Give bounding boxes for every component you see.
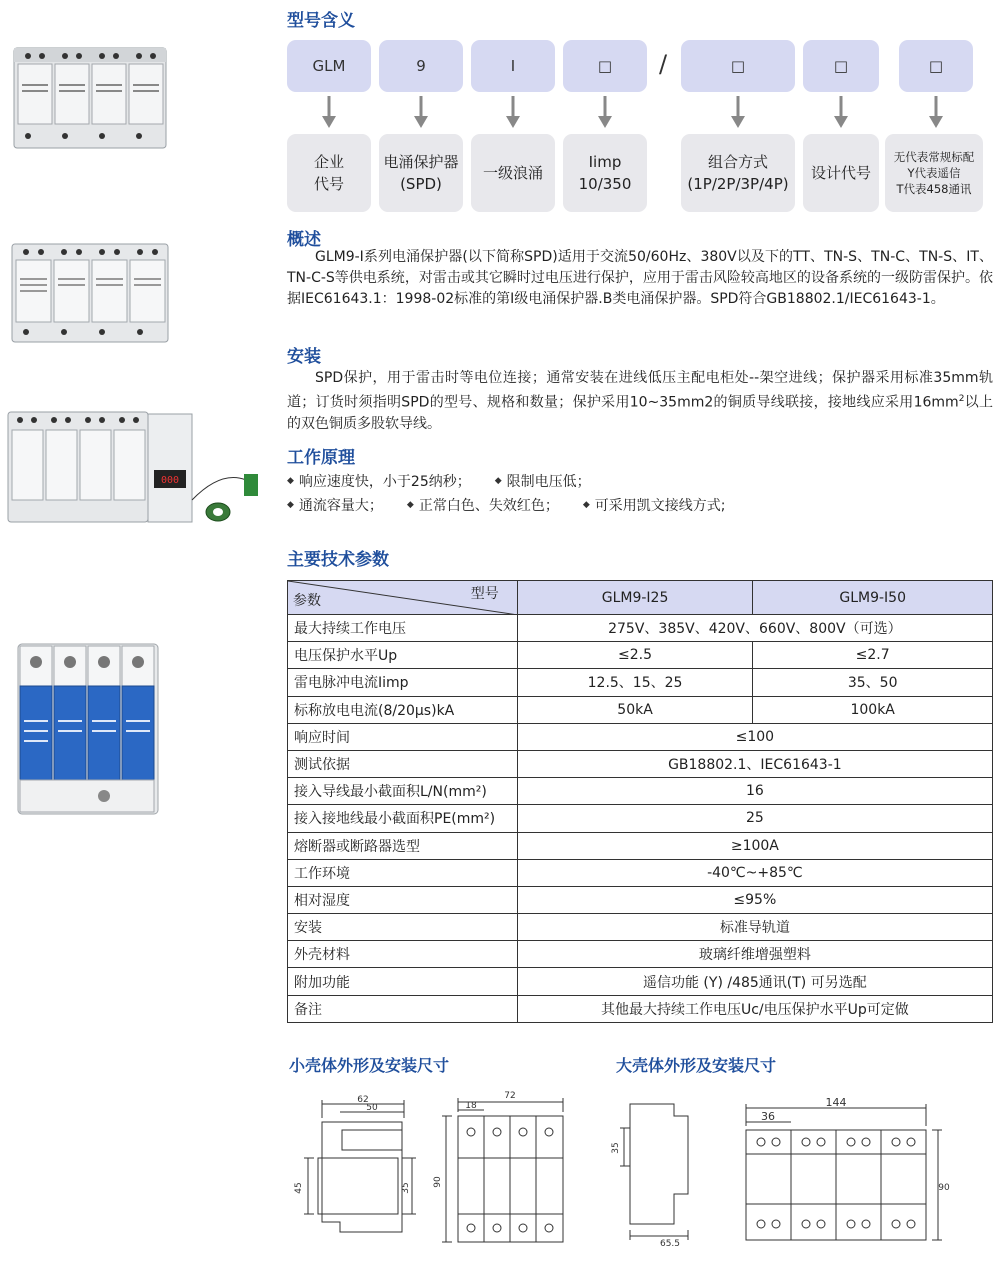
small-front-view-drawing: [430, 1088, 580, 1253]
param-label: 安装: [288, 914, 518, 941]
dim-small-50: 50: [366, 1103, 378, 1113]
table-row: [288, 669, 993, 696]
model-desc-spd: 电涌保护器 (SPD): [379, 134, 463, 212]
param-value: 其他最大持续工作电压Uc/电压保护水平Up可定做: [517, 995, 992, 1022]
param-value-i50: 100kA: [753, 696, 993, 723]
param-value-i50: ≤2.7: [753, 642, 993, 669]
param-value: GB18802.1、IEC61643-1: [517, 750, 992, 777]
diamond-bullet-icon: ◆: [287, 476, 294, 486]
principle-item: ◆ 限制电压低；: [494, 474, 591, 490]
large-front-view-drawing: [736, 1094, 950, 1252]
arrow-down-icon: [929, 96, 943, 130]
table-row: [288, 750, 993, 777]
model-desc-level: 一级浪涌: [471, 134, 555, 212]
product-photo-2: [8, 238, 173, 346]
table-row: [288, 832, 993, 859]
dim-small-18: 18: [465, 1101, 477, 1111]
param-value: -40℃~+85℃: [517, 859, 992, 886]
model-code-level: I: [471, 40, 555, 92]
param-label: 电压保护水平Up: [288, 642, 518, 669]
arrow-down-icon: [731, 96, 745, 130]
arrow-down-icon: [506, 96, 520, 130]
principle-item: ◆ 响应速度快，小于25纳秒；: [287, 474, 471, 490]
installation-text-a: SPD保护，用于雷击时等电位连接；通常安装在进线低压主配电柜处--架空进线；保护器采用标准35mm轨道；订货时须指明SPD的型号、规格和数量；保护采用10~35mm2的铜质导线联接，接地线应采用16mm: [287, 370, 993, 411]
param-label: 标称放电电流(8/20μs)kA: [288, 696, 518, 723]
header-param-label: 参数: [293, 593, 321, 609]
model-code-design: □: [803, 40, 879, 92]
arrow-down-icon: [834, 96, 848, 130]
dim-large-36: 36: [761, 1110, 775, 1123]
table-row: [288, 696, 993, 723]
dim-large-35: 35: [611, 1142, 621, 1154]
param-value-i25: 12.5、15、25: [517, 669, 753, 696]
section-title-model-meaning: 型号含义: [287, 11, 355, 31]
diamond-bullet-icon: ◆: [287, 500, 294, 510]
param-label: 最大持续工作电压: [288, 615, 518, 642]
param-label: 测试依据: [288, 750, 518, 777]
model-desc-enterprise: 企业 代号: [287, 134, 371, 212]
dim-large-90: 90: [938, 1183, 950, 1193]
dim-small-35: 35: [401, 1182, 411, 1194]
param-value: ≤100: [517, 723, 992, 750]
param-label: 接入导线最小截面积L/N(mm²): [288, 778, 518, 805]
large-side-view-drawing: [604, 1094, 724, 1252]
table-header-row: [288, 581, 993, 615]
dim-large-65: 65.5: [659, 1239, 681, 1249]
param-label: 附加功能: [288, 968, 518, 995]
table-row: [288, 995, 993, 1022]
diamond-bullet-icon: ◆: [494, 476, 502, 486]
param-label: 相对湿度: [288, 886, 518, 913]
spec-table: [287, 580, 993, 1023]
arrow-down-icon: [598, 96, 612, 130]
param-label: 备注: [288, 995, 518, 1022]
dim-small-90: 90: [433, 1176, 443, 1188]
table-row: [288, 914, 993, 941]
param-value: 25: [517, 805, 992, 832]
section-title-overview: 概述: [287, 230, 321, 250]
dim-small-72: 72: [504, 1091, 516, 1101]
param-value: ≤95%: [517, 886, 992, 913]
param-value: 275V、385V、420V、660V、800V（可选）: [517, 615, 992, 642]
arrow-down-icon: [414, 96, 428, 130]
param-label: 响应时间: [288, 723, 518, 750]
model-desc-combination: 组合方式 (1P/2P/3P/4P): [681, 134, 795, 212]
principle-item: ◆ 可采用凯文接线方式;: [582, 498, 726, 514]
param-label: 接入接地线最小截面积PE(mm²): [288, 805, 518, 832]
param-value-i25: ≤2.5: [517, 642, 753, 669]
arrow-down-icon: [322, 96, 336, 130]
table-row: [288, 642, 993, 669]
param-value: 标准导轨道: [517, 914, 992, 941]
table-row: [288, 778, 993, 805]
table-row: [288, 941, 993, 968]
section-title-large-dims: 大壳体外形及安装尺寸: [616, 1056, 777, 1075]
product-photo-1: [8, 40, 173, 155]
model-code-enterprise: GLM: [287, 40, 371, 92]
principle-item: ◆ 正常白色、失效红色；: [406, 498, 559, 514]
param-value-i25: 50kA: [517, 696, 753, 723]
param-value-i50: 35、50: [753, 669, 993, 696]
section-title-installation: 安装: [287, 347, 321, 367]
param-label: 雷电脉冲电流Iimp: [288, 669, 518, 696]
param-value: 遥信功能 (Y) /485通讯(T) 可另选配: [517, 968, 992, 995]
principle-list: [287, 469, 749, 517]
table-row: [288, 859, 993, 886]
model-desc-option: 无代表常规标配 Y代表遥信 T代表458通讯: [885, 134, 983, 212]
section-title-params: 主要技术参数: [287, 550, 389, 570]
dim-small-62: 62: [357, 1095, 369, 1105]
header-col-i50: GLM9-I50: [753, 581, 993, 615]
param-value: 16: [517, 778, 992, 805]
principle-item: ◆ 通流容量大；: [287, 498, 383, 514]
overview-paragraph: GLM9-I系列电涌保护器(以下简称SPD)适用于交流50/60Hz、380V以及下的TT、TN-S、TN-C、TN-S、IT、TN-C-S等供电系统，对雷击或其它瞬时过电压进行保护，应用于雷击风险较高地区的设备系统的一级防雷保护。依据IEC61643.1：1998-02标准的第I级电涌保护器.B类电涌保护器。SPD符合GB18802.1/IEC61643-1。: [287, 249, 993, 307]
param-label: 外壳材料: [288, 941, 518, 968]
table-diagonal-header: [288, 581, 518, 615]
section-title-small-dims: 小壳体外形及安装尺寸: [289, 1056, 450, 1075]
model-code-combination: □: [681, 40, 795, 92]
table-row: [288, 805, 993, 832]
product-photo-4: [14, 640, 162, 820]
table-row: [288, 723, 993, 750]
installation-paragraph: [287, 368, 993, 435]
model-desc-current: Iimp 10/350: [563, 134, 647, 212]
param-label: 熔断器或断路器选型: [288, 832, 518, 859]
header-model-label: 型号: [470, 586, 499, 602]
installation-text-b: 以上的双色铜质多股软导线。: [287, 394, 993, 432]
dim-large-144: 144: [825, 1096, 847, 1109]
model-code-spd: 9: [379, 40, 463, 92]
installation-superscript: 2: [958, 394, 965, 404]
table-row: [288, 968, 993, 995]
diamond-bullet-icon: ◆: [582, 500, 590, 510]
model-slash: /: [659, 50, 668, 78]
small-side-view-drawing: [292, 1092, 422, 1252]
model-desc-design: 设计代号: [803, 134, 879, 212]
svg-text:000: 000: [160, 475, 180, 486]
param-value: 玻璃纤维增强塑料: [517, 941, 992, 968]
table-row: [288, 615, 993, 642]
diamond-bullet-icon: ◆: [406, 500, 414, 510]
header-col-i25: GLM9-I25: [517, 581, 753, 615]
param-label: 工作环境: [288, 859, 518, 886]
model-code-option: □: [899, 40, 973, 92]
table-row: [288, 886, 993, 913]
section-title-principle: 工作原理: [287, 448, 355, 468]
model-code-current: □: [563, 40, 647, 92]
product-photo-3: [6, 400, 276, 530]
param-value: ≥100A: [517, 832, 992, 859]
dim-small-45: 45: [294, 1182, 304, 1194]
